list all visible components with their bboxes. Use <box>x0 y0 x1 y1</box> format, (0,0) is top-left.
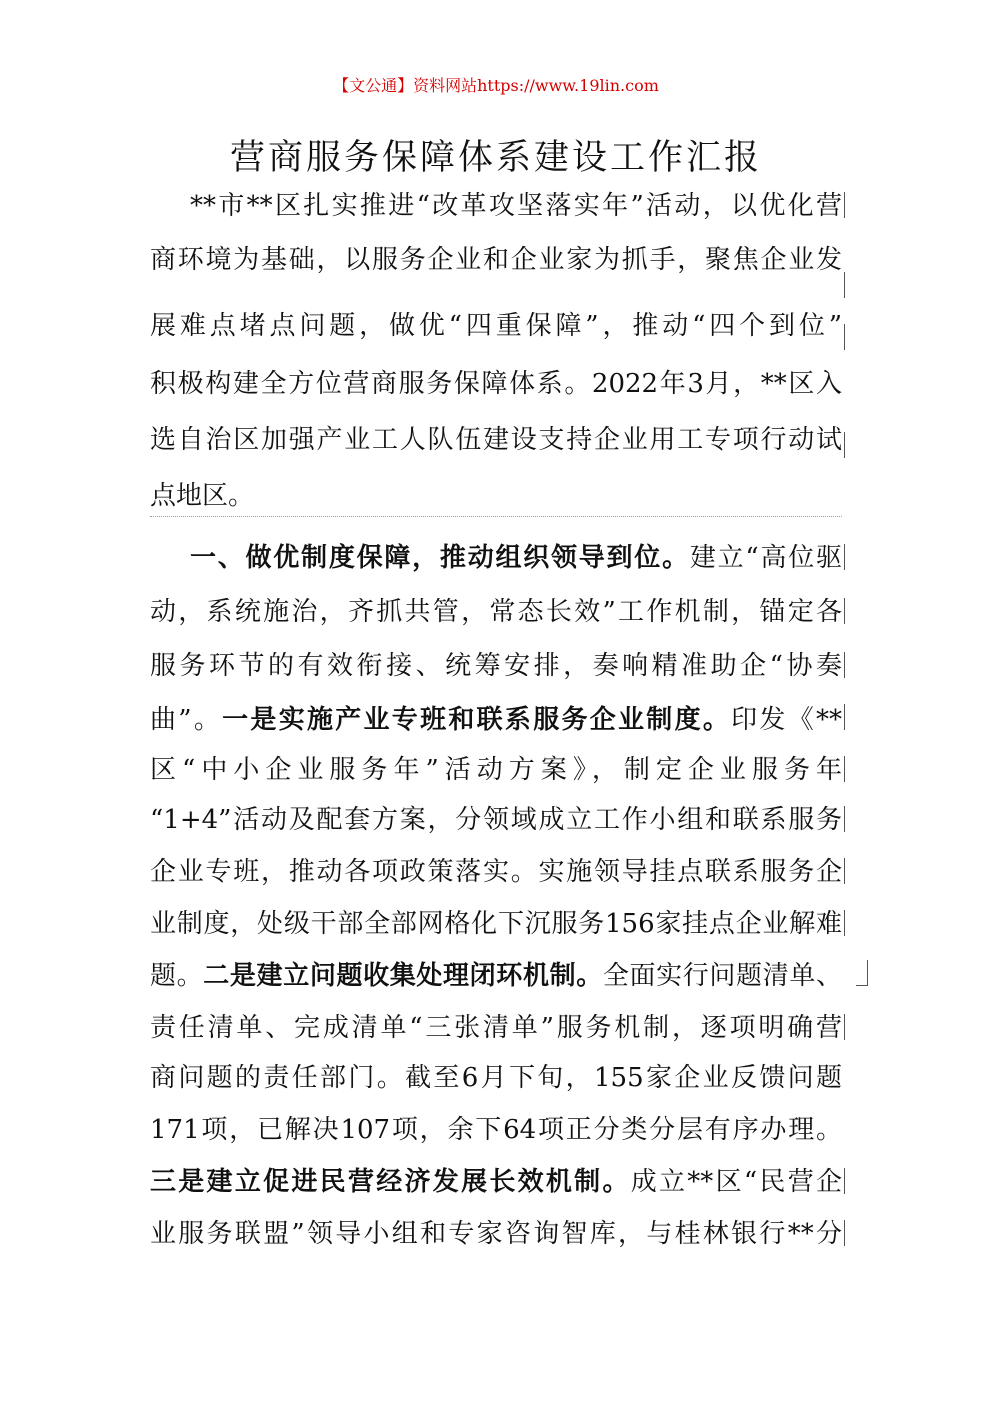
margin-mark <box>844 806 845 832</box>
section1-line-1-text: 建立“高位驱 <box>689 543 842 573</box>
section1-line-11: 商问题的责任部门。截至6月下旬，155家企业反馈问题 <box>150 1063 842 1093</box>
margin-mark <box>844 1220 845 1246</box>
document-title: 营商服务保障体系建设工作汇报 <box>229 138 762 178</box>
section1-line-4 <box>150 700 842 740</box>
subheading-two: 二是建立问题收集处理闭环机制。 <box>203 961 603 991</box>
section1-line-10: 责任清单、完成清单“三张清单”服务机制，逐项明确营 <box>150 1013 842 1043</box>
margin-mark <box>844 544 845 570</box>
intro-line-4: 积极构建全方位营商服务保障体系。2022年3月，**区入 <box>150 369 842 399</box>
margin-mark <box>844 858 845 884</box>
margin-mark <box>844 910 845 936</box>
intro-line-2: 商环境为基础，以服务企业和企业家为抓手，聚焦企业发 <box>150 245 842 275</box>
section1-line-14: 业服务联盟”领导小组和专家咨询智库，与桂林银行**分 <box>150 1219 842 1249</box>
section1-line-2: 动，系统施治，齐抓共管，常态长效”工作机制，锚定各 <box>150 597 842 627</box>
margin-mark <box>844 756 845 782</box>
margin-mark <box>844 598 845 624</box>
section1-heading: 一、做优制度保障，推动组织领导到位。 <box>190 543 690 573</box>
margin-mark <box>844 192 845 218</box>
section1-line-9-text: 题。 <box>150 961 204 991</box>
corner-mark <box>856 960 868 986</box>
intro-line-1: **市**区扎实推进“改革攻坚落实年”活动，以优化营 <box>190 191 842 221</box>
subheading-three: 三是建立促进民营经济发展长效机制。 <box>150 1167 631 1197</box>
section1-line-5: 区“中小企业服务年”活动方案》，制定企业服务年 <box>150 755 842 785</box>
margin-mark <box>844 1014 845 1040</box>
margin-mark <box>844 1168 845 1194</box>
subheading-one: 一是实施产业专班和联系服务企业制度。 <box>222 705 732 735</box>
intro-line-5: 选自治区加强产业工人队伍建设支持企业用工专项行动试 <box>150 425 842 455</box>
section1-line-9 <box>150 956 842 996</box>
margin-mark <box>844 652 845 678</box>
intro-line-6: 点地区。 <box>150 481 255 511</box>
margin-mark <box>844 272 845 298</box>
section1-line-4-tail: 印发《** <box>731 705 842 735</box>
margin-mark <box>844 324 845 350</box>
source-link[interactable]: 【文公通】资料网站https://www.19lin.com <box>333 76 659 95</box>
section1-line-4-text: 曲”。 <box>150 705 223 735</box>
section-divider <box>150 516 842 517</box>
section1-line-3: 服务环节的有效衔接、统筹安排，奏响精准助企“协奏 <box>150 651 842 681</box>
section1-line-7: 企业专班，推动各项政策落实。实施领导挂点联系服务企 <box>150 857 842 887</box>
section1-line-12: 171项，已解决107项，余下64项正分类分层有序办理。 <box>150 1115 842 1145</box>
section1-line-6: “1+4”活动及配套方案，分领域成立工作小组和联系服务 <box>150 805 842 835</box>
section1-line-8: 业制度，处级干部全部网格化下沉服务156家挂点企业解难 <box>150 909 842 939</box>
margin-mark <box>844 704 845 730</box>
section1-line-1 <box>190 538 842 578</box>
intro-line-3: 展难点堵点问题，做优“四重保障”，推动“四个到位” <box>150 311 842 341</box>
section1-line-9-tail: 全面实行问题清单、 <box>602 961 842 991</box>
section1-line-13-tail: 成立**区“民营企 <box>630 1167 842 1197</box>
section1-line-13 <box>150 1162 842 1202</box>
margin-mark <box>844 432 845 458</box>
